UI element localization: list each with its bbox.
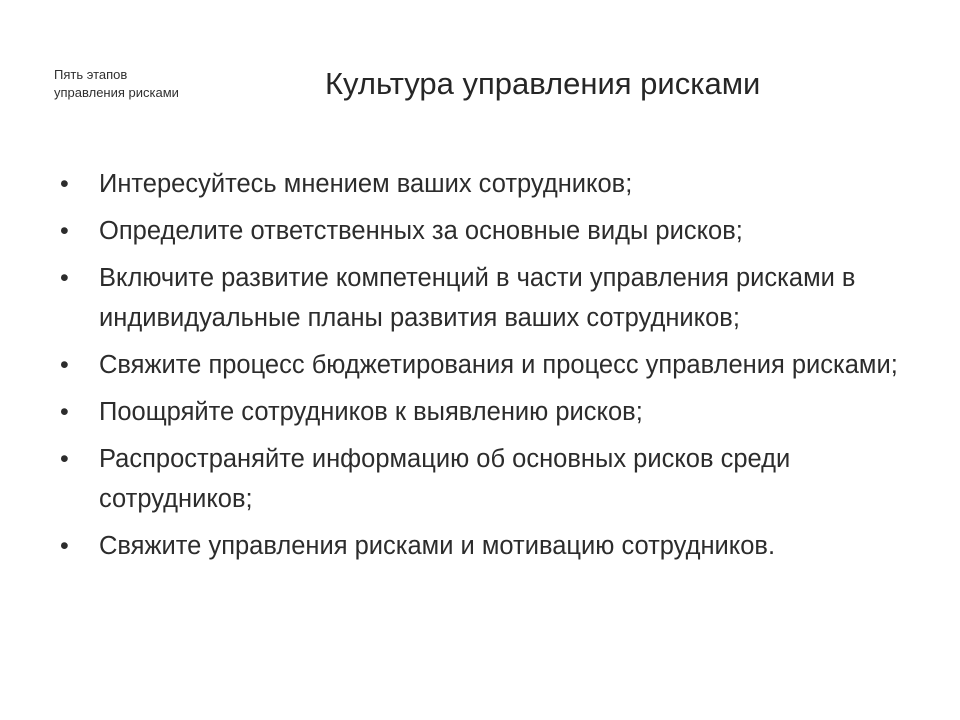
bullet-item-4	[60, 345, 920, 385]
bullet-dot-icon: •	[60, 445, 69, 473]
bullet-item-2	[60, 211, 920, 251]
section-label	[54, 66, 274, 102]
bullet-dot-icon: •	[60, 217, 69, 245]
bullet-item-7	[60, 526, 920, 566]
bullet-text: Определите ответственных за основные виды рисков;	[99, 217, 743, 245]
bullet-item-6	[60, 439, 920, 519]
bullet-text: Свяжите процесс бюджетирования и процесс управления рисками;	[99, 351, 898, 379]
bullet-dot-icon: •	[60, 351, 69, 379]
bullet-text: Распространяйте информацию об основных рисков среди сотрудников;	[99, 445, 791, 513]
bullet-item-5	[60, 392, 920, 432]
bullet-text: Поощряйте сотрудников к выявлению рисков;	[99, 398, 643, 426]
bullet-text: Интересуйтесь мнением ваших сотрудников;	[99, 170, 633, 198]
bullet-dot-icon: •	[60, 398, 69, 426]
bullet-text: Свяжите управления рисками и мотивацию сотрудников.	[99, 532, 776, 560]
bullet-item-1	[60, 164, 920, 204]
bullet-list	[60, 164, 920, 573]
section-label-line-1: Пять этапов	[54, 67, 128, 82]
section-label-line-2: управления рисками	[54, 85, 179, 100]
bullet-dot-icon: •	[60, 264, 69, 292]
bullet-text: Включите развитие компетенций в части управления рисками в индивидуальные планы развития ваших сотрудников;	[99, 264, 856, 332]
bullet-dot-icon: •	[60, 532, 69, 560]
slide-title: Культура управления рисками	[325, 66, 761, 101]
bullet-item-3	[60, 258, 920, 338]
bullet-dot-icon: •	[60, 170, 69, 198]
